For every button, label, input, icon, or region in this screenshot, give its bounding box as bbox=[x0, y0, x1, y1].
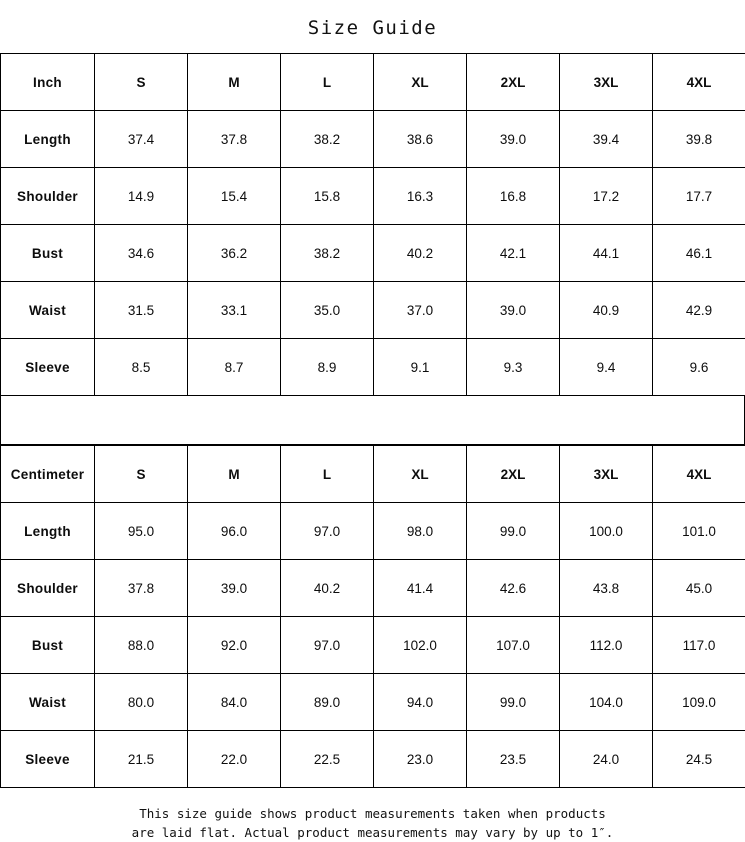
table-row bbox=[1, 339, 745, 396]
table-cell: 37.0 bbox=[374, 282, 467, 339]
table-row bbox=[1, 674, 745, 731]
table-cell: 37.4 bbox=[95, 111, 188, 168]
table-cell: 41.4 bbox=[374, 560, 467, 617]
table-cell: 9.3 bbox=[467, 339, 560, 396]
table-row bbox=[1, 560, 745, 617]
column-header-size: L bbox=[281, 54, 374, 111]
column-header-size: 3XL bbox=[560, 54, 653, 111]
row-label: Shoulder bbox=[1, 168, 95, 225]
table-cell: 99.0 bbox=[467, 674, 560, 731]
table-cell: 99.0 bbox=[467, 503, 560, 560]
size-table-centimeter bbox=[0, 445, 745, 788]
table-cell: 15.4 bbox=[188, 168, 281, 225]
table-header-row bbox=[1, 446, 745, 503]
table-cell: 23.0 bbox=[374, 731, 467, 788]
table-cell: 9.1 bbox=[374, 339, 467, 396]
table-cell: 42.6 bbox=[467, 560, 560, 617]
table-cell: 8.5 bbox=[95, 339, 188, 396]
table-cell: 107.0 bbox=[467, 617, 560, 674]
page-title: Size Guide bbox=[307, 17, 438, 39]
table-cell: 24.0 bbox=[560, 731, 653, 788]
table-cell: 22.0 bbox=[188, 731, 281, 788]
table-cell: 46.1 bbox=[653, 225, 745, 282]
column-header-size: S bbox=[95, 54, 188, 111]
table-cell: 38.6 bbox=[374, 111, 467, 168]
table-cell: 9.4 bbox=[560, 339, 653, 396]
table-cell: 39.0 bbox=[467, 282, 560, 339]
row-label: Sleeve bbox=[1, 731, 95, 788]
table-cell: 38.2 bbox=[281, 225, 374, 282]
table-cell: 15.8 bbox=[281, 168, 374, 225]
table-cell: 35.0 bbox=[281, 282, 374, 339]
table-cell: 104.0 bbox=[560, 674, 653, 731]
column-header-size: 4XL bbox=[653, 54, 745, 111]
table-cell: 109.0 bbox=[653, 674, 745, 731]
row-label: Length bbox=[1, 111, 95, 168]
table-cell: 31.5 bbox=[95, 282, 188, 339]
table-cell: 95.0 bbox=[95, 503, 188, 560]
table-cell: 117.0 bbox=[653, 617, 745, 674]
table-cell: 39.0 bbox=[467, 111, 560, 168]
table-cell: 112.0 bbox=[560, 617, 653, 674]
table-cell: 40.9 bbox=[560, 282, 653, 339]
table-cell: 88.0 bbox=[95, 617, 188, 674]
table-cell: 21.5 bbox=[95, 731, 188, 788]
table-header-row bbox=[1, 54, 745, 111]
table-cell: 9.6 bbox=[653, 339, 745, 396]
column-header-size: M bbox=[188, 446, 281, 503]
table-row bbox=[1, 111, 745, 168]
column-header-size: L bbox=[281, 446, 374, 503]
table-cell: 42.1 bbox=[467, 225, 560, 282]
row-label: Length bbox=[1, 503, 95, 560]
unit-label-inch: Inch bbox=[1, 54, 95, 111]
table-cell: 42.9 bbox=[653, 282, 745, 339]
table-row bbox=[1, 731, 745, 788]
note-line-2: are laid flat. Actual product measurements may vary by up to 1″. bbox=[131, 825, 614, 840]
table-cell: 101.0 bbox=[653, 503, 745, 560]
table-cell: 22.5 bbox=[281, 731, 374, 788]
note-line-1: This size guide shows product measurements taken when products bbox=[139, 806, 606, 821]
row-label: Waist bbox=[1, 674, 95, 731]
table-cell: 94.0 bbox=[374, 674, 467, 731]
table-cell: 39.4 bbox=[560, 111, 653, 168]
table-cell: 14.9 bbox=[95, 168, 188, 225]
column-header-size: S bbox=[95, 446, 188, 503]
table-cell: 98.0 bbox=[374, 503, 467, 560]
table-cell: 17.7 bbox=[653, 168, 745, 225]
table-cell: 16.3 bbox=[374, 168, 467, 225]
table-row bbox=[1, 503, 745, 560]
row-label: Sleeve bbox=[1, 339, 95, 396]
table-cell: 8.9 bbox=[281, 339, 374, 396]
table-cell: 43.8 bbox=[560, 560, 653, 617]
table-cell: 17.2 bbox=[560, 168, 653, 225]
column-header-size: XL bbox=[374, 54, 467, 111]
size-table-inch bbox=[0, 53, 745, 396]
table-cell: 97.0 bbox=[281, 503, 374, 560]
table-cell: 102.0 bbox=[374, 617, 467, 674]
table-cell: 40.2 bbox=[281, 560, 374, 617]
table-cell: 40.2 bbox=[374, 225, 467, 282]
table-separator-row bbox=[0, 396, 745, 445]
column-header-size: 4XL bbox=[653, 446, 745, 503]
column-header-size: 2XL bbox=[467, 54, 560, 111]
table-cell: 97.0 bbox=[281, 617, 374, 674]
column-header-size: M bbox=[188, 54, 281, 111]
table-cell: 37.8 bbox=[188, 111, 281, 168]
row-label: Waist bbox=[1, 282, 95, 339]
table-cell: 36.2 bbox=[188, 225, 281, 282]
row-label: Shoulder bbox=[1, 560, 95, 617]
table-row bbox=[1, 617, 745, 674]
column-header-size: XL bbox=[374, 446, 467, 503]
table-cell: 8.7 bbox=[188, 339, 281, 396]
table-cell: 33.1 bbox=[188, 282, 281, 339]
table-cell: 96.0 bbox=[188, 503, 281, 560]
table-cell: 34.6 bbox=[95, 225, 188, 282]
column-header-size: 2XL bbox=[467, 446, 560, 503]
table-cell: 38.2 bbox=[281, 111, 374, 168]
size-guide-note bbox=[0, 788, 745, 842]
table-cell: 39.0 bbox=[188, 560, 281, 617]
table-row bbox=[1, 282, 745, 339]
table-cell: 100.0 bbox=[560, 503, 653, 560]
unit-label-centimeter: Centimeter bbox=[1, 446, 95, 503]
table-row bbox=[1, 225, 745, 282]
row-label: Bust bbox=[1, 617, 95, 674]
table-cell: 45.0 bbox=[653, 560, 745, 617]
table-cell: 92.0 bbox=[188, 617, 281, 674]
row-label: Bust bbox=[1, 225, 95, 282]
table-cell: 24.5 bbox=[653, 731, 745, 788]
table-cell: 37.8 bbox=[95, 560, 188, 617]
table-cell: 80.0 bbox=[95, 674, 188, 731]
table-cell: 44.1 bbox=[560, 225, 653, 282]
table-cell: 84.0 bbox=[188, 674, 281, 731]
table-cell: 89.0 bbox=[281, 674, 374, 731]
column-header-size: 3XL bbox=[560, 446, 653, 503]
table-cell: 39.8 bbox=[653, 111, 745, 168]
table-cell: 16.8 bbox=[467, 168, 560, 225]
table-row bbox=[1, 168, 745, 225]
table-cell: 23.5 bbox=[467, 731, 560, 788]
